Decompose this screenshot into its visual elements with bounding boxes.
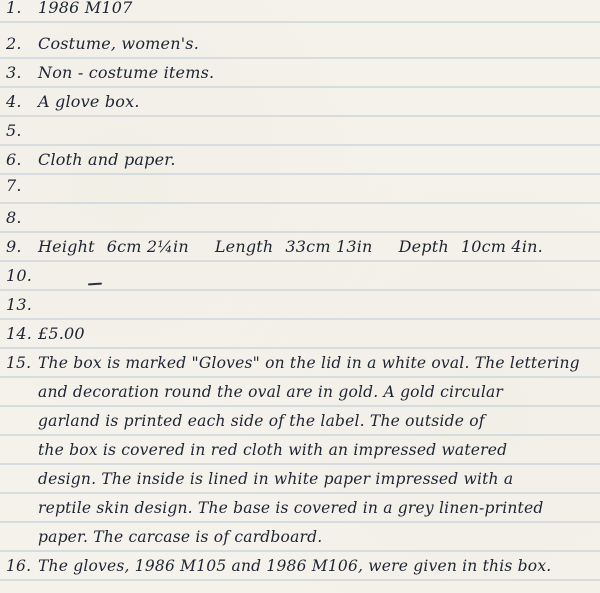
- entry-text: paper. The carcase is of cardboard.: [38, 528, 323, 546]
- entry-number: 1.: [6, 0, 22, 17]
- entry-text: A glove box.: [38, 92, 140, 111]
- entry-10: [6, 261, 596, 291]
- entry-number: 9.: [6, 237, 22, 256]
- entry-text: The gloves, 1986 M105 and 1986 M106, were given in this box.: [38, 557, 552, 575]
- entry-text: the box is covered in red cloth with an impressed watered: [38, 441, 508, 459]
- height-label: Height: [38, 237, 95, 256]
- entry-15-line-3: [6, 406, 596, 436]
- entry-number: 6.: [6, 150, 22, 169]
- entry-text: reptile skin design. The base is covered in a grey linen-printed: [38, 499, 544, 517]
- entry-number: 3.: [6, 63, 22, 82]
- entry-number: 15.: [6, 354, 32, 372]
- entry-2: [6, 29, 596, 59]
- entry-8: [6, 203, 596, 233]
- entry-text: Costume, women's.: [38, 34, 200, 53]
- entry-number: 14.: [6, 324, 33, 343]
- entry-text: Non - costume items.: [38, 63, 215, 82]
- height-value: 6cm 2¼in: [106, 237, 189, 256]
- entry-text: The box is marked "Gloves" on the lid in a white oval. The lettering: [38, 354, 580, 372]
- length-value: 33cm 13in: [285, 237, 373, 256]
- entry-16: [6, 551, 596, 581]
- entry-text: 1986 M107: [38, 0, 133, 17]
- entry-15-line-4: [6, 435, 596, 465]
- entry-number: 8.: [6, 208, 22, 227]
- entry-15-line-1: [6, 348, 596, 378]
- entry-number: 16.: [6, 557, 32, 575]
- entry-text: and decoration round the oval are in gold. A gold circular: [38, 383, 504, 401]
- depth-label: Depth: [398, 237, 449, 256]
- entry-5: [6, 116, 596, 146]
- entry-15-line-7: [6, 522, 596, 552]
- depth-value: 10cm 4in.: [460, 237, 543, 256]
- entry-1: [6, 0, 596, 23]
- entry-number: 4.: [6, 92, 22, 111]
- entry-text: Cloth and paper.: [38, 150, 176, 169]
- entry-3: [6, 58, 596, 88]
- entry-9: [6, 232, 596, 262]
- entry-text: garland is printed each side of the label. The outside of: [38, 412, 485, 430]
- entry-text: £5.00: [38, 324, 85, 343]
- entry-number: 2.: [6, 34, 22, 53]
- entry-13: [6, 290, 596, 320]
- entry-text: design. The inside is lined in white paper impressed with a: [38, 470, 514, 488]
- entry-15-line-2: [6, 377, 596, 407]
- entry-number: 7.: [6, 176, 22, 195]
- entry-number: 5.: [6, 121, 22, 140]
- entry-14: [6, 319, 596, 349]
- entry-4: [6, 87, 596, 117]
- entry-15-line-5: [6, 464, 596, 494]
- entry-15-line-6: [6, 493, 596, 523]
- entry-number: 10.: [6, 266, 33, 285]
- length-label: Length: [214, 237, 274, 256]
- entry-number: 13.: [6, 295, 33, 314]
- entry-7: [6, 171, 596, 201]
